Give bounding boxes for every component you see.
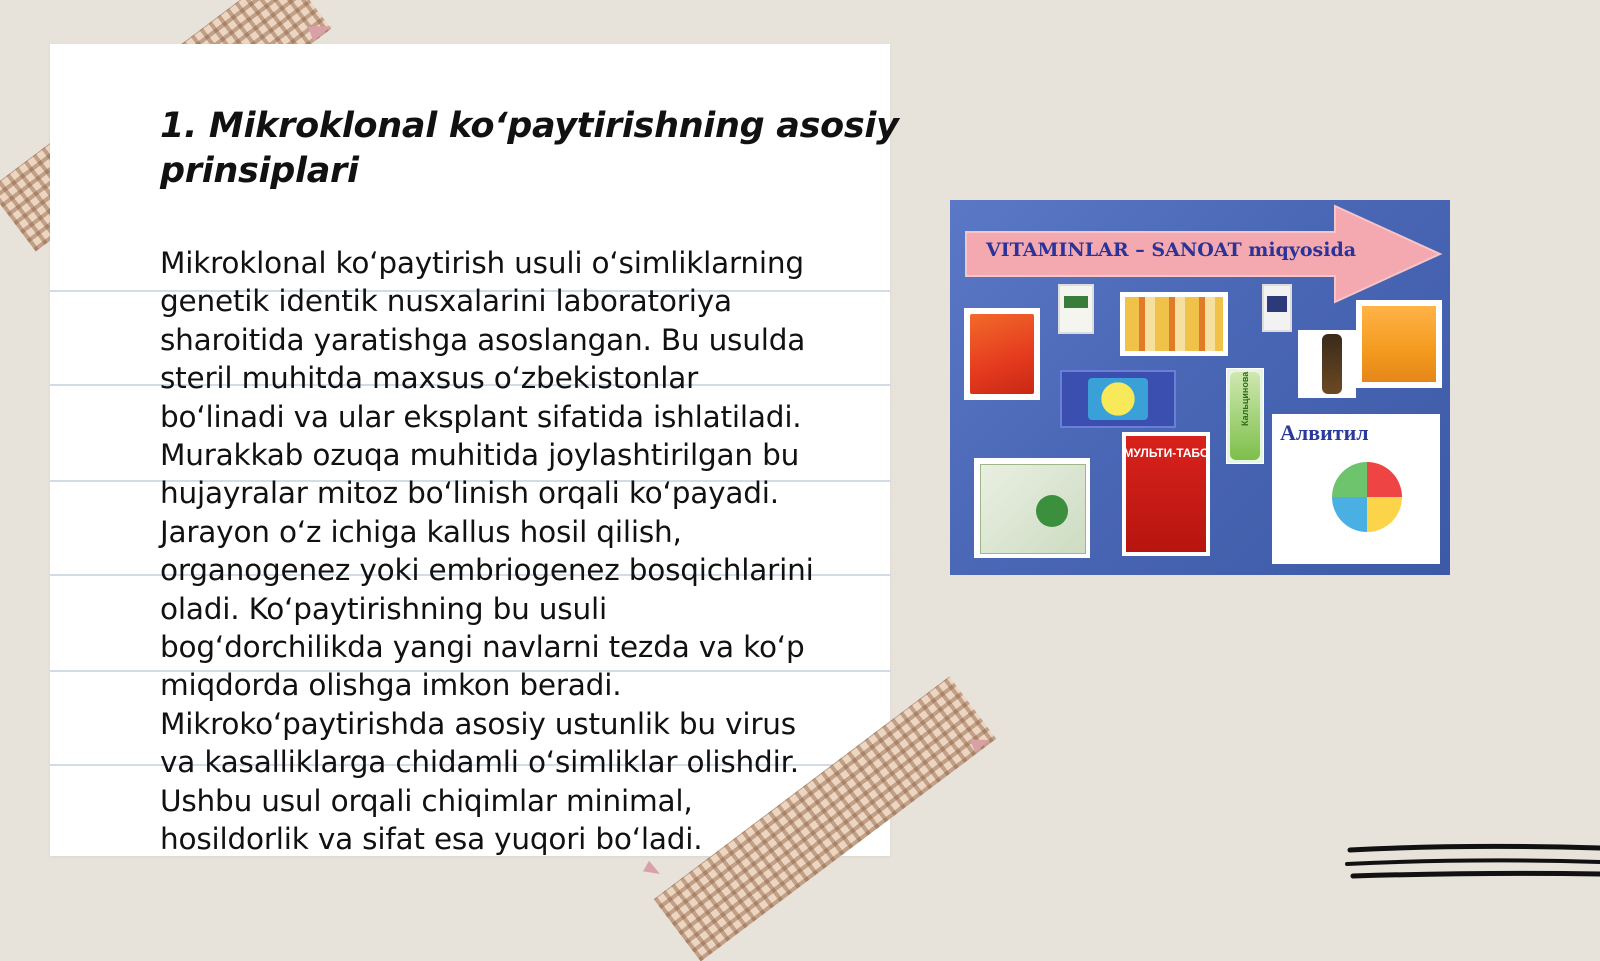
product-box	[1226, 368, 1264, 464]
title-line: 1. Mikroklonal ko‘paytirishning asosiy	[160, 106, 899, 146]
body-line: hujayralar mitoz bo‘linish orqali ko‘payadi.	[160, 476, 779, 511]
product-box	[1120, 292, 1228, 356]
body-line: hosildorlik va sifat esa yuqori bo‘ladi.	[160, 822, 703, 857]
product-box	[964, 308, 1040, 400]
body-text	[160, 244, 860, 859]
slide-title	[160, 104, 899, 194]
title-line: prinsiplari	[160, 151, 359, 191]
product-label: Алвитил	[1280, 420, 1369, 445]
banner-text: VITAMINLAR – SANOAT miqyosida	[986, 239, 1357, 261]
product-box	[1272, 414, 1440, 564]
body-line: bo‘linadi va ular eksplant sifatida ishlatiladi.	[160, 399, 802, 434]
body-line: miqdorda olishga imkon beradi.	[160, 668, 622, 703]
scribble-lines-icon	[1345, 842, 1600, 892]
product-box	[1356, 300, 1442, 388]
body-line: Murakkab ozuqa muhitida joylashtirilgan bu	[160, 438, 800, 473]
product-box	[1262, 284, 1292, 332]
product-box	[974, 458, 1090, 558]
pin-decoration	[643, 861, 663, 879]
body-line: Ushbu usul orqali chiqimlar minimal,	[160, 783, 693, 818]
body-line: steril muhitda maxsus o‘zbekistonlar	[160, 361, 699, 396]
body-line: va kasalliklarga chidamli o‘simliklar olishdir.	[160, 745, 799, 780]
product-box	[1298, 330, 1356, 398]
body-line: Mikroklonal ko‘paytirish usuli o‘simliklarning	[160, 246, 804, 280]
body-line: bog‘dorchilikda yangi navlarni tezda va ko‘p	[160, 630, 805, 665]
body-line: Mikroko‘paytirishda asosiy ustunlik bu virus	[160, 706, 796, 741]
body-line: sharoitida yaratishga asoslangan. Bu usulda	[160, 322, 806, 357]
body-line: oladi. Ko‘paytirishning bu usuli	[160, 591, 607, 626]
body-line: Jarayon o‘z ichiga kallus hosil qilish,	[160, 514, 682, 549]
vitamins-image	[950, 200, 1450, 575]
product-box	[1058, 284, 1094, 334]
product-label: Кальцинова	[1240, 371, 1250, 426]
product-label: МУЛЬТИ-ТАБС	[1123, 446, 1209, 460]
product-box	[1060, 370, 1176, 428]
body-line: genetik identik nusxalarini laboratoriya	[160, 284, 732, 319]
body-line: organogenez yoki embriogenez bosqichlarini	[160, 553, 814, 588]
product-box	[1122, 432, 1210, 556]
